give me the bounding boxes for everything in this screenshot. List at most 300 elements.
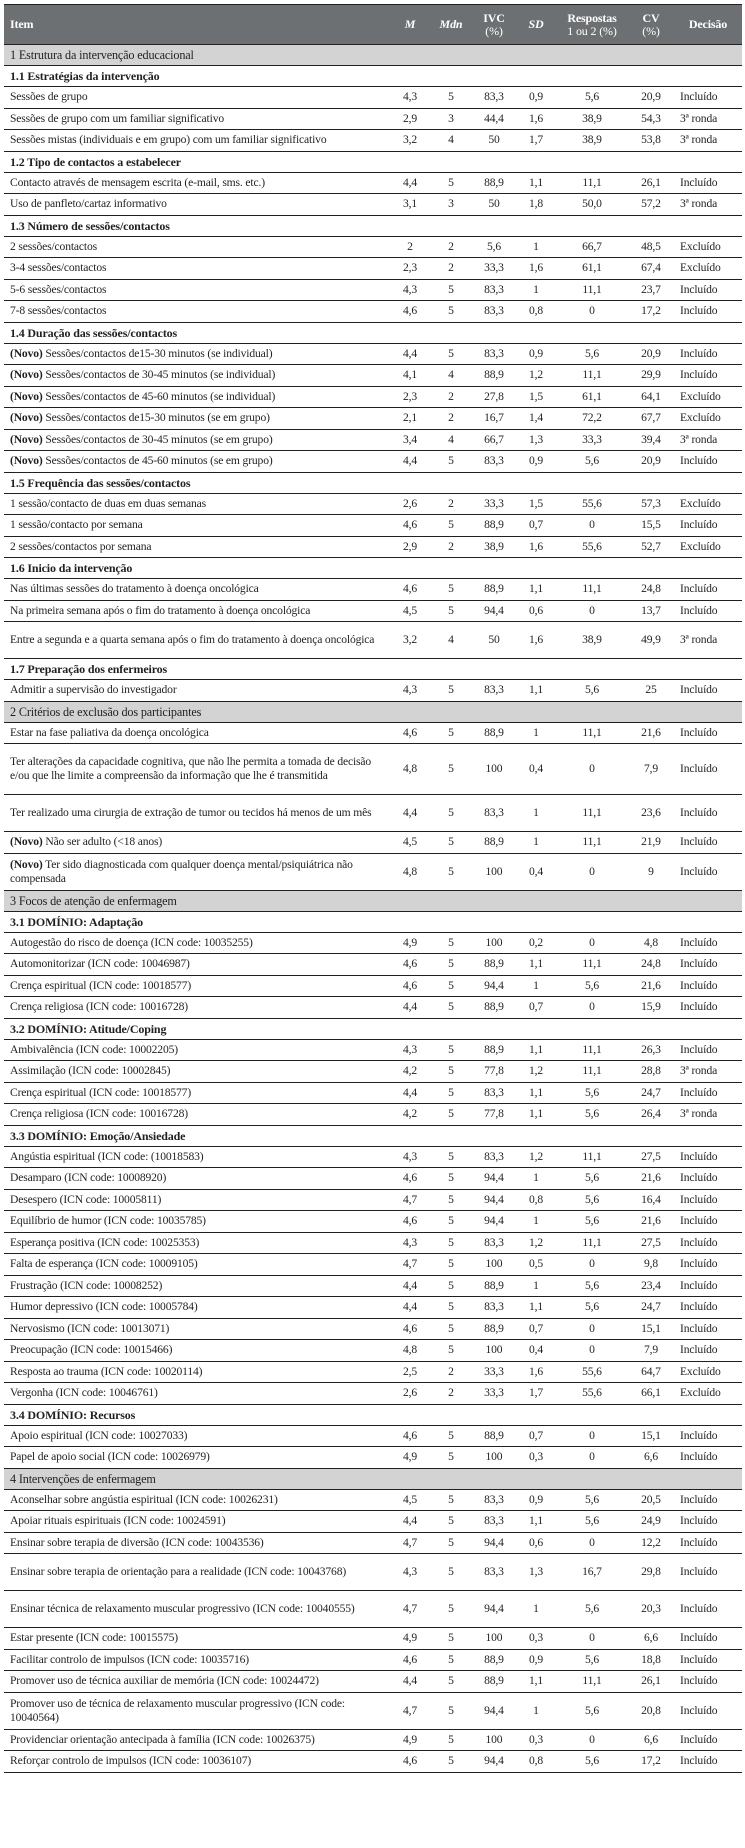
decisao-cell: Incluído xyxy=(680,1000,718,1014)
subsection-label: 1.2 Tipo de contactos a estabelecer xyxy=(10,154,181,169)
cv-cell: 7,9 xyxy=(643,1343,659,1357)
decisao-cell: Incluído xyxy=(680,1754,718,1768)
item-cell xyxy=(4,1275,390,1297)
mean-cell: 4,3 xyxy=(402,90,418,104)
item-cell xyxy=(4,1447,390,1469)
respostas-cell: 5,6 xyxy=(584,1703,600,1717)
item-text: Sessões de grupo com um familiar significativo xyxy=(10,111,224,125)
respostas-cell: 0 xyxy=(589,1257,595,1271)
median-cell: 2 xyxy=(448,539,454,553)
mean-cell: 4,4 xyxy=(402,175,418,189)
item-text: Não ser adulto (<18 anos) xyxy=(42,835,163,849)
cv-cell: 24,8 xyxy=(641,582,661,596)
cv-cell: 57,2 xyxy=(641,197,661,211)
table-row xyxy=(4,1254,742,1276)
cv-cell: 6,6 xyxy=(643,1450,659,1464)
ivc-cell: 88,9 xyxy=(484,835,504,849)
respostas-cell: 66,7 xyxy=(582,239,602,253)
mean-cell: 4,4 xyxy=(402,806,418,819)
respostas-cell: 5,6 xyxy=(584,1214,600,1228)
median-cell: 5 xyxy=(448,346,454,360)
ivc-cell: 100 xyxy=(485,762,503,775)
decisao-cell: 3ª ronda xyxy=(680,633,718,646)
sd-cell: 1,1 xyxy=(528,1674,544,1688)
mean-cell: 4,7 xyxy=(402,1192,418,1206)
respostas-cell: 38,9 xyxy=(582,111,602,125)
item-text: Esperança positiva (ICN code: 10025353) xyxy=(10,1235,200,1249)
sd-cell: 0,9 xyxy=(528,1492,544,1506)
decisao-cell: Excluído xyxy=(680,261,721,275)
ivc-cell: 38,9 xyxy=(484,539,504,553)
header-row xyxy=(4,5,742,45)
decisao-cell: Incluído xyxy=(680,518,718,532)
item-text: Nervosismo (ICN code: 10013071) xyxy=(10,1321,170,1335)
decisao-cell: Incluído xyxy=(680,282,718,296)
respostas-cell: 0 xyxy=(589,1732,595,1746)
subsection-row xyxy=(4,1125,742,1146)
table-row xyxy=(4,853,742,890)
item-text: Desespero (ICN code: 10005811) xyxy=(10,1192,162,1206)
decisao-cell: Incluído xyxy=(680,957,718,971)
item-cell xyxy=(4,194,390,216)
decisao-cell: 3ª ronda xyxy=(680,133,718,147)
item-cell xyxy=(4,832,390,854)
novo-tag: (Novo) xyxy=(10,346,43,360)
median-cell: 2 xyxy=(448,1386,454,1400)
median-cell: 5 xyxy=(448,603,454,617)
sd-cell: 1,5 xyxy=(528,389,544,403)
sd-cell: 1,1 xyxy=(528,683,544,697)
item-text: Ensinar sobre terapia de orientação para a realidade (ICN code: 10043768) xyxy=(10,1565,347,1578)
sd-cell: 0,7 xyxy=(528,518,544,532)
median-cell: 5 xyxy=(448,304,454,318)
table-row xyxy=(4,536,742,558)
sd-cell: 1,3 xyxy=(528,1565,544,1578)
mean-cell: 2 xyxy=(407,239,413,253)
median-cell: 5 xyxy=(448,518,454,532)
item-cell xyxy=(4,108,390,130)
decisao-cell: Incluído xyxy=(680,1631,718,1645)
sd-cell: 1 xyxy=(533,1214,539,1228)
cv-cell: 66,1 xyxy=(641,1386,661,1400)
subsection-label: 1.7 Preparação dos enfermeiros xyxy=(10,662,168,676)
cv-cell: 24,9 xyxy=(641,1514,661,1528)
item-cell xyxy=(4,1591,390,1628)
sd-cell: 0,3 xyxy=(528,1631,544,1645)
mean-cell: 2,1 xyxy=(402,411,418,425)
respostas-cell: 11,1 xyxy=(582,835,602,849)
sd-cell: 0,5 xyxy=(528,1257,544,1271)
respostas-cell: 5,6 xyxy=(584,346,600,360)
ivc-cell: 77,8 xyxy=(484,1107,504,1121)
item-text: Papel de apoio social (ICN code: 10026979) xyxy=(10,1450,210,1464)
table-row xyxy=(4,1168,742,1190)
table-row xyxy=(4,600,742,622)
ivc-cell: 83,3 xyxy=(484,1235,504,1249)
item-cell xyxy=(4,429,390,451)
item-cell xyxy=(4,279,390,301)
item-cell xyxy=(4,1671,390,1693)
header-mdn: Mdn xyxy=(439,17,463,31)
item-text: Sessões mistas (individuais e em grupo) com um familiar significativo xyxy=(10,133,327,147)
cv-cell: 21,6 xyxy=(641,978,661,992)
table-row xyxy=(4,301,742,323)
table-row xyxy=(4,1039,742,1061)
median-cell: 2 xyxy=(448,411,454,425)
mean-cell: 4,7 xyxy=(402,1535,418,1549)
cv-cell: 20,9 xyxy=(641,454,661,468)
ivc-cell: 50 xyxy=(488,633,500,646)
cv-cell: 20,9 xyxy=(641,90,661,104)
respostas-cell: 55,6 xyxy=(582,1386,602,1400)
table-row xyxy=(4,1383,742,1405)
item-text: Entre a segunda e a quarta semana após o fim do tratamento à doença oncológica xyxy=(10,633,375,646)
decisao-cell: Incluído xyxy=(680,935,718,949)
item-text: 2 sessões/contactos xyxy=(10,239,97,253)
ivc-cell: 83,3 xyxy=(484,1565,504,1578)
decisao-cell: Incluído xyxy=(680,1257,718,1271)
median-cell: 5 xyxy=(448,1235,454,1249)
item-text: Resposta ao trauma (ICN code: 10020114) xyxy=(10,1364,203,1378)
subsection-row xyxy=(4,151,742,172)
header-sd: SD xyxy=(528,17,544,31)
subsection-row xyxy=(4,322,742,343)
ivc-cell: 88,9 xyxy=(484,957,504,971)
median-cell: 2 xyxy=(448,1364,454,1378)
median-cell: 2 xyxy=(448,261,454,275)
ivc-cell: 94,4 xyxy=(484,1602,504,1615)
item-cell xyxy=(4,1751,390,1773)
sd-cell: 1 xyxy=(533,1703,539,1717)
decisao-cell: Incluído xyxy=(680,762,718,775)
sd-cell: 0,9 xyxy=(528,454,544,468)
item-cell xyxy=(4,1383,390,1405)
respostas-cell: 38,9 xyxy=(582,133,602,147)
table-row xyxy=(4,1189,742,1211)
median-cell: 5 xyxy=(448,1428,454,1442)
item-cell xyxy=(4,343,390,365)
sd-cell: 1,8 xyxy=(528,197,544,211)
table-row xyxy=(4,279,742,301)
ivc-cell: 100 xyxy=(485,1732,503,1746)
respostas-cell: 0 xyxy=(589,1428,595,1442)
decisao-cell: Incluído xyxy=(680,978,718,992)
ivc-cell: 83,3 xyxy=(484,1492,504,1506)
table-row xyxy=(4,1489,742,1511)
cv-cell: 20,3 xyxy=(641,1602,661,1615)
respostas-cell: 0 xyxy=(589,864,595,878)
item-cell xyxy=(4,451,390,473)
header-resp-line2: 1 ou 2 (%) xyxy=(567,23,617,38)
respostas-cell: 5,6 xyxy=(584,1107,600,1121)
sd-cell: 1 xyxy=(533,725,539,739)
item-cell xyxy=(4,1104,390,1126)
ivc-cell: 66,7 xyxy=(484,432,504,446)
item-text: Sessões/contactos de 30-45 minutos (se em grupo) xyxy=(42,432,273,446)
header-item: Item xyxy=(10,17,34,31)
table-row xyxy=(4,744,742,795)
item-text: Estar na fase paliativa da doença oncológica xyxy=(10,725,209,739)
mean-cell: 4,7 xyxy=(402,1257,418,1271)
item-text: Admitir a supervisão do investigador xyxy=(10,683,177,697)
median-cell: 5 xyxy=(448,1674,454,1688)
subsection-row xyxy=(4,558,742,579)
table-row xyxy=(4,1318,742,1340)
median-cell: 5 xyxy=(448,935,454,949)
ivc-cell: 16,7 xyxy=(484,411,504,425)
sd-cell: 0,3 xyxy=(528,1450,544,1464)
median-cell: 5 xyxy=(448,90,454,104)
item-text: Ensinar sobre terapia de diversão (ICN code: 10043536) xyxy=(10,1535,264,1549)
median-cell: 5 xyxy=(448,1652,454,1666)
cv-cell: 54,3 xyxy=(641,111,661,125)
median-cell: 5 xyxy=(448,1192,454,1206)
section-label: 2 Critérios de exclusão dos participantes xyxy=(10,704,202,719)
mean-cell: 4,4 xyxy=(402,454,418,468)
table-row xyxy=(4,832,742,854)
median-cell: 5 xyxy=(448,582,454,596)
sd-cell: 0,9 xyxy=(528,1652,544,1666)
respostas-cell: 55,6 xyxy=(582,1364,602,1378)
decisao-cell: Incluído xyxy=(680,1321,718,1335)
respostas-cell: 72,2 xyxy=(582,411,602,425)
item-cell xyxy=(4,997,390,1019)
respostas-cell: 11,1 xyxy=(582,1235,602,1249)
item-text: Assimilação (ICN code: 10002845) xyxy=(10,1064,171,1078)
decisao-cell: Incluído xyxy=(680,683,718,697)
ivc-cell: 33,3 xyxy=(484,1386,504,1400)
mean-cell: 2,6 xyxy=(402,1386,418,1400)
decisao-cell: Incluído xyxy=(680,1703,718,1717)
mean-cell: 4,9 xyxy=(402,1732,418,1746)
cv-cell: 24,7 xyxy=(641,1300,661,1314)
item-text: Uso de panfleto/cartaz informativo xyxy=(10,197,167,211)
mean-cell: 4,4 xyxy=(402,1514,418,1528)
ivc-cell: 27,8 xyxy=(484,389,504,403)
ivc-cell: 83,3 xyxy=(484,1514,504,1528)
mean-cell: 4,6 xyxy=(402,725,418,739)
cv-cell: 67,4 xyxy=(641,261,661,275)
sd-cell: 1 xyxy=(533,806,539,819)
decisao-cell: Incluído xyxy=(680,725,718,739)
mean-cell: 4,6 xyxy=(402,582,418,596)
sd-cell: 1 xyxy=(533,978,539,992)
decisao-cell: Excluído xyxy=(680,1364,721,1378)
subsection-label: 1.1 Estratégias da intervenção xyxy=(10,69,160,83)
item-cell xyxy=(4,853,390,890)
table-row xyxy=(4,451,742,473)
respostas-cell: 5,6 xyxy=(584,1085,600,1099)
cv-cell: 26,1 xyxy=(641,1674,661,1688)
item-cell xyxy=(4,1297,390,1319)
mean-cell: 4,8 xyxy=(402,864,418,878)
decisao-cell: Incluído xyxy=(680,835,718,849)
item-cell xyxy=(4,744,390,795)
sd-cell: 1,5 xyxy=(528,496,544,510)
mean-cell: 4,4 xyxy=(402,1300,418,1314)
cv-cell: 27,5 xyxy=(641,1149,661,1163)
mean-cell: 4,3 xyxy=(402,1042,418,1056)
table-row xyxy=(4,1232,742,1254)
table-row xyxy=(4,343,742,365)
item-cell xyxy=(4,1211,390,1233)
ivc-cell: 94,4 xyxy=(484,1703,504,1717)
respostas-cell: 0 xyxy=(589,1450,595,1464)
respostas-cell: 38,9 xyxy=(582,633,602,646)
item-cell xyxy=(4,1628,390,1650)
median-cell: 5 xyxy=(448,1042,454,1056)
table-row xyxy=(4,1447,742,1469)
ivc-cell: 94,4 xyxy=(484,978,504,992)
section-label: 1 Estrutura da intervenção educacional xyxy=(10,48,194,62)
ivc-cell: 94,4 xyxy=(484,1754,504,1768)
mean-cell: 4,4 xyxy=(402,1085,418,1099)
item-cell xyxy=(4,1168,390,1190)
decisao-cell: Incluído xyxy=(680,1085,718,1099)
respostas-cell: 5,6 xyxy=(584,1492,600,1506)
cv-cell: 20,9 xyxy=(641,346,661,360)
ivc-cell: 33,3 xyxy=(484,1364,504,1378)
respostas-cell: 5,6 xyxy=(584,454,600,468)
item-cell xyxy=(4,1318,390,1340)
median-cell: 5 xyxy=(448,762,454,775)
mean-cell: 4,2 xyxy=(402,1064,418,1078)
table-row xyxy=(4,932,742,954)
ivc-cell: 88,9 xyxy=(484,725,504,739)
mean-cell: 4,3 xyxy=(402,1235,418,1249)
section-row xyxy=(4,45,742,66)
ivc-cell: 83,3 xyxy=(484,1300,504,1314)
respostas-cell: 0 xyxy=(589,935,595,949)
item-cell xyxy=(4,1649,390,1671)
ivc-cell: 100 xyxy=(485,1631,503,1645)
decisao-cell: Excluído xyxy=(680,389,721,403)
mean-cell: 4,4 xyxy=(402,346,418,360)
respostas-cell: 5,6 xyxy=(584,1192,600,1206)
cv-cell: 48,5 xyxy=(641,239,661,253)
decisao-cell: Incluído xyxy=(680,90,718,104)
median-cell: 5 xyxy=(448,1171,454,1185)
item-text: Sessões/contactos de 45-60 minutos (se em grupo) xyxy=(42,454,273,468)
cv-cell: 15,1 xyxy=(641,1428,661,1442)
mean-cell: 4,8 xyxy=(402,762,418,775)
median-cell: 3 xyxy=(448,111,454,125)
median-cell: 5 xyxy=(448,1000,454,1014)
header-ivc-line2: (%) xyxy=(485,23,503,38)
sd-cell: 1,1 xyxy=(528,582,544,596)
median-cell: 5 xyxy=(448,1149,454,1163)
median-cell: 2 xyxy=(448,496,454,510)
mean-cell: 4,3 xyxy=(402,683,418,697)
mean-cell: 4,6 xyxy=(402,1171,418,1185)
item-text: Apoiar rituais espirituais (ICN code: 10024591) xyxy=(10,1514,226,1528)
table-row xyxy=(4,1591,742,1628)
sd-cell: 1 xyxy=(533,1602,539,1615)
mean-cell: 4,3 xyxy=(402,282,418,296)
ivc-cell: 83,3 xyxy=(484,282,504,296)
sd-cell: 1 xyxy=(533,1278,539,1292)
decisao-cell: Incluído xyxy=(680,1149,718,1163)
item-cell xyxy=(4,386,390,408)
respostas-cell: 50,0 xyxy=(582,197,602,211)
cv-cell: 49,9 xyxy=(641,633,661,646)
item-text: Reforçar controlo de impulsos (ICN code: 10036107) xyxy=(10,1754,252,1768)
cv-cell: 15,5 xyxy=(641,518,661,532)
cv-cell: 21,6 xyxy=(641,1214,661,1228)
respostas-cell: 11,1 xyxy=(582,582,602,596)
cv-cell: 24,7 xyxy=(641,1085,661,1099)
respostas-cell: 5,6 xyxy=(584,978,600,992)
ivc-cell: 83,3 xyxy=(484,806,504,819)
decisao-cell: 3ª ronda xyxy=(680,1107,718,1121)
item-cell xyxy=(4,408,390,430)
cv-cell: 21,6 xyxy=(641,725,661,739)
median-cell: 5 xyxy=(448,1107,454,1121)
respostas-cell: 11,1 xyxy=(582,1674,602,1688)
item-cell xyxy=(4,1340,390,1362)
median-cell: 5 xyxy=(448,1278,454,1292)
mean-cell: 2,5 xyxy=(402,1364,418,1378)
respostas-cell: 11,1 xyxy=(582,1064,602,1078)
item-text: Desamparo (ICN code: 10008920) xyxy=(10,1171,167,1185)
sd-cell: 1,4 xyxy=(528,411,544,425)
cv-cell: 6,6 xyxy=(643,1631,659,1645)
item-cell xyxy=(4,130,390,152)
respostas-cell: 0 xyxy=(589,1631,595,1645)
sd-cell: 1,1 xyxy=(528,957,544,971)
table-row xyxy=(4,1425,742,1447)
sd-cell: 1,6 xyxy=(528,539,544,553)
item-cell xyxy=(4,1146,390,1168)
table-row xyxy=(4,172,742,194)
cv-cell: 25 xyxy=(645,683,657,697)
mean-cell: 4,5 xyxy=(402,603,418,617)
section-row xyxy=(4,701,742,722)
decisao-cell: 3ª ronda xyxy=(680,432,718,446)
mean-cell: 4,6 xyxy=(402,1754,418,1768)
median-cell: 5 xyxy=(448,175,454,189)
respostas-cell: 55,6 xyxy=(582,496,602,510)
sd-cell: 1,1 xyxy=(528,1300,544,1314)
respostas-cell: 0 xyxy=(589,518,595,532)
respostas-cell: 11,1 xyxy=(582,1042,602,1056)
table-row xyxy=(4,1511,742,1533)
ivc-cell: 88,9 xyxy=(484,368,504,382)
ivc-cell: 50 xyxy=(488,197,500,211)
median-cell: 5 xyxy=(448,1085,454,1099)
sd-cell: 0,7 xyxy=(528,1321,544,1335)
delphi-results-table xyxy=(4,4,742,1773)
item-cell xyxy=(4,301,390,323)
ivc-cell: 88,9 xyxy=(484,175,504,189)
decisao-cell: Incluído xyxy=(680,1535,718,1549)
median-cell: 4 xyxy=(448,133,454,147)
item-cell xyxy=(4,1039,390,1061)
item-cell xyxy=(4,493,390,515)
table-row xyxy=(4,108,742,130)
ivc-cell: 94,4 xyxy=(484,1535,504,1549)
mean-cell: 2,9 xyxy=(402,111,418,125)
table-row xyxy=(4,408,742,430)
sd-cell: 1,6 xyxy=(528,261,544,275)
item-text: Ter sido diagnosticada com qualquer doença mental/psiquiátrica não compensada xyxy=(10,857,353,885)
sd-cell: 0,6 xyxy=(528,603,544,617)
ivc-cell: 100 xyxy=(485,1257,503,1271)
mean-cell: 4,6 xyxy=(402,1428,418,1442)
ivc-cell: 88,9 xyxy=(484,582,504,596)
subsection-label: 3.3 DOMÍNIO: Emoção/Ansiedade xyxy=(10,1128,186,1143)
table-row xyxy=(4,493,742,515)
